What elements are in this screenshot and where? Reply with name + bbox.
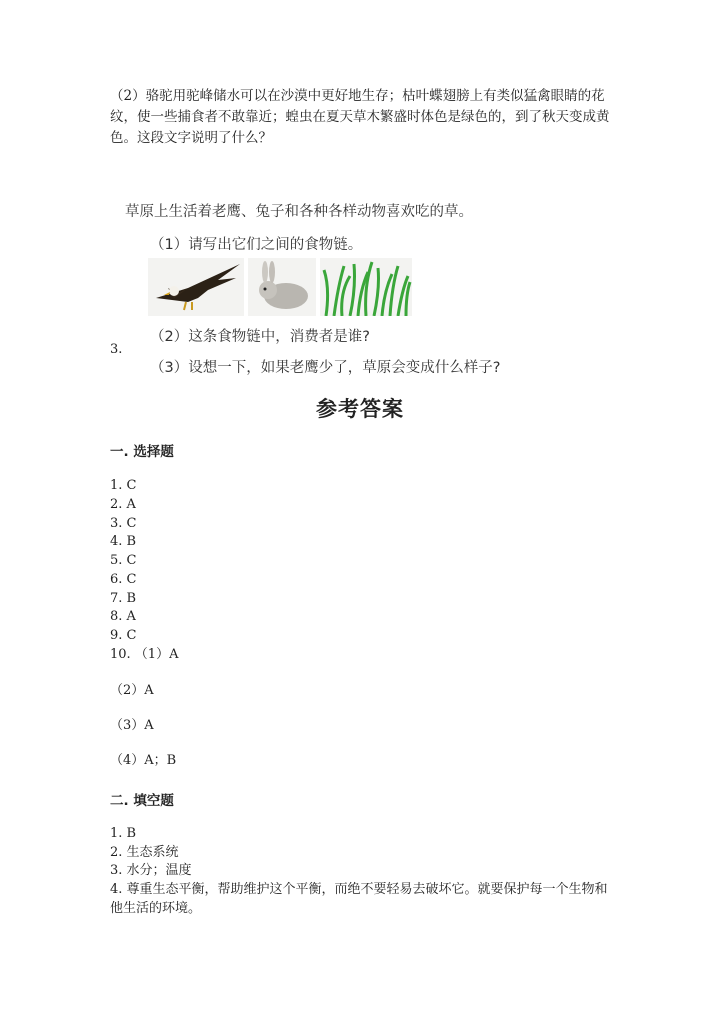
- question-2-text: （2）骆驼用驼峰储水可以在沙漠中更好地生存；枯叶蝶翅膀上有类似猛禽眼睛的花纹，使一些捕食者不敢靠近；蝗虫在夏天草木繁盛时体色是绿色的，到了秋天变成黄色。这段文字说明了什么？: [110, 88, 610, 146]
- answer-item: 1. B: [110, 826, 137, 841]
- rabbit-image: [248, 258, 316, 316]
- grass-image: [320, 258, 412, 316]
- answer-item: 8. A: [110, 609, 136, 624]
- grass-icon: [320, 258, 412, 316]
- answer-sub-item: （3）A: [110, 718, 154, 733]
- answer-item: 4. 尊重生态平衡，帮助维护这个平衡，而绝不要轻易去破坏它。就要保护每一个生物和他生活的环境。: [110, 882, 608, 916]
- eagle-icon: [148, 258, 244, 316]
- question-3-sub-1: （1）请写出它们之间的食物链。: [150, 237, 363, 253]
- question-3-sub-2: （2）这条食物链中，消费者是谁?: [150, 329, 370, 345]
- question-3-sub-3: （3）设想一下，如果老鹰少了，草原会变成什么样子?: [150, 360, 501, 376]
- answer-item: 9. C: [110, 628, 137, 643]
- answer-item: 2. A: [110, 497, 136, 512]
- answer-item: 1. C: [110, 478, 137, 493]
- question-3-number: 3.: [110, 342, 123, 357]
- answer-item: 2. 生态系统: [110, 845, 179, 860]
- answer-sub-item: （2）A: [110, 683, 154, 698]
- question-3-intro: 草原上生活着老鹰、兔子和各种各样动物喜欢吃的草。: [125, 204, 473, 220]
- answer-item: 10. （1）A: [110, 647, 179, 662]
- answer-item: 3. 水分；温度: [110, 863, 192, 878]
- answer-sub-item: （4）A；B: [110, 753, 177, 768]
- answer-item: 6. C: [110, 572, 137, 587]
- answer-item: 5. C: [110, 553, 137, 568]
- eagle-image: [148, 258, 244, 316]
- section-1-heading: 一. 选择题: [110, 444, 174, 460]
- answer-item: 4. B: [110, 534, 137, 549]
- section-2-heading: 二. 填空题: [110, 793, 174, 809]
- rabbit-icon: [248, 258, 316, 316]
- answer-item: 3. C: [110, 516, 137, 531]
- answer-item: 7. B: [110, 591, 137, 606]
- answers-title: 参考答案: [316, 396, 404, 421]
